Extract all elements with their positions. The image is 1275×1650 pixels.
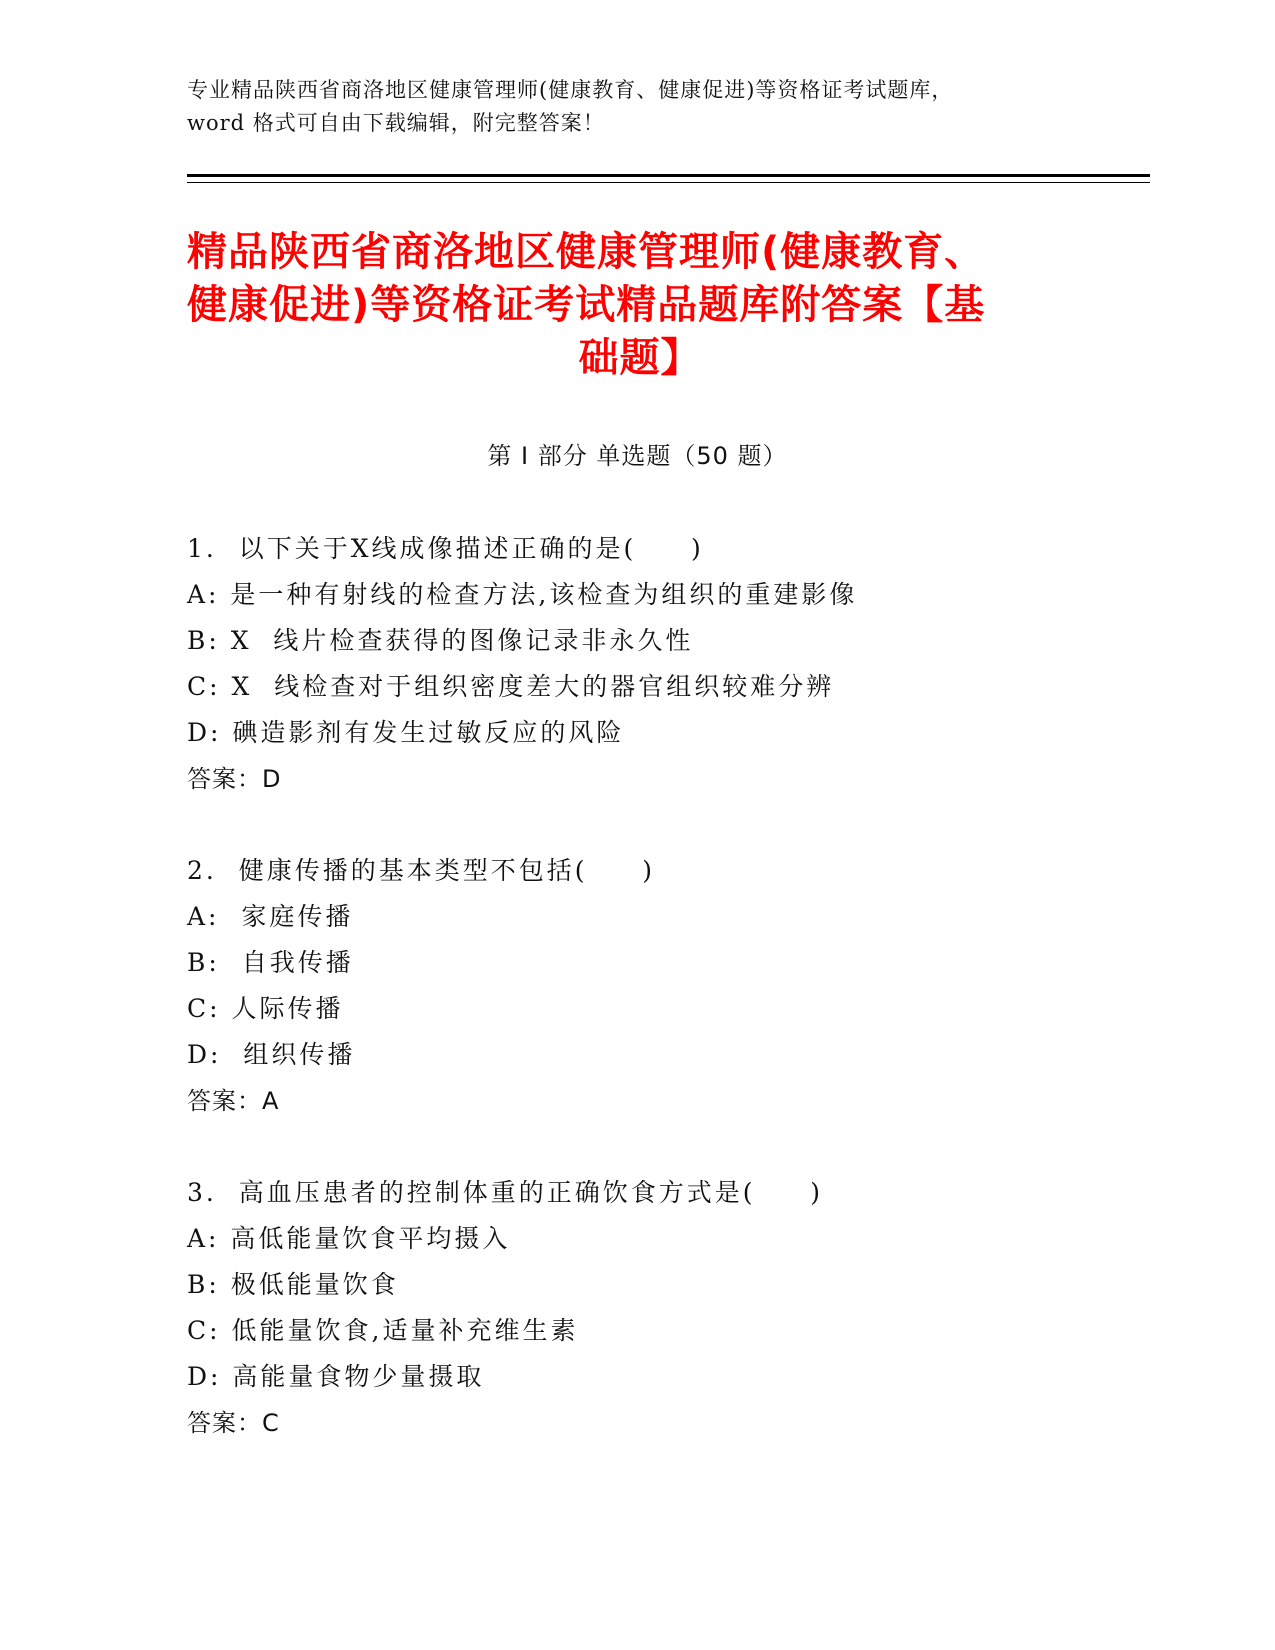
question-stem: 2. 健康传播的基本类型不包括( ) (187, 856, 655, 885)
header-note-line-2: word 格式可自由下载编辑，附完整答案！ (187, 111, 605, 135)
question-stem: 1. 以下关于X线成像描述正确的是( ) (187, 534, 704, 563)
option-d: D: 碘造影剂有发生过敏反应的风险 (187, 718, 625, 747)
answer-line: 答案：C (187, 1409, 280, 1437)
option-c: C: X 线检查对于组织密度差大的器官组织较难分辨 (187, 672, 835, 701)
header-note-line-1: 专业精品陕西省商洛地区健康管理师(健康教育、健康促进)等资格证考试题库， (187, 78, 954, 102)
header-divider-thick (187, 174, 1150, 177)
option-a: A: 是一种有射线的检查方法,该检查为组织的重建影像 (187, 580, 858, 609)
option-c: C: 低能量饮食,适量补充维生素 (187, 1316, 579, 1345)
option-b: B: 自我传播 (187, 948, 354, 977)
option-a: A: 高低能量饮食平均摄入 (187, 1224, 511, 1253)
question-list (187, 526, 1147, 1492)
header-divider-thin (187, 182, 1150, 183)
question-item-1 (187, 526, 1147, 802)
answer-line: 答案：A (187, 1087, 280, 1115)
document-title (187, 226, 1093, 385)
question-item-3 (187, 1170, 1147, 1446)
option-a: A: 家庭传播 (187, 902, 354, 931)
option-b: B: 极低能量饮食 (187, 1270, 399, 1299)
title-line-2: 健康促进)等资格证考试精品题库附答案【基 (187, 282, 986, 328)
answer-line: 答案：D (187, 765, 282, 793)
option-d: D: 组织传播 (187, 1040, 356, 1069)
header-note (187, 74, 1087, 140)
option-d: D: 高能量食物少量摄取 (187, 1362, 485, 1391)
question-stem: 3. 高血压患者的控制体重的正确饮食方式是( ) (187, 1178, 823, 1207)
question-item-2 (187, 848, 1147, 1124)
option-c: C: 人际传播 (187, 994, 344, 1023)
option-b: B: X 线片检查获得的图像记录非永久性 (187, 626, 694, 655)
title-line-3: 础题】 (578, 335, 702, 381)
section-heading: 第 I 部分 单选题（50 题） (487, 442, 788, 470)
title-line-1: 精品陕西省商洛地区健康管理师(健康教育、 (187, 229, 986, 275)
